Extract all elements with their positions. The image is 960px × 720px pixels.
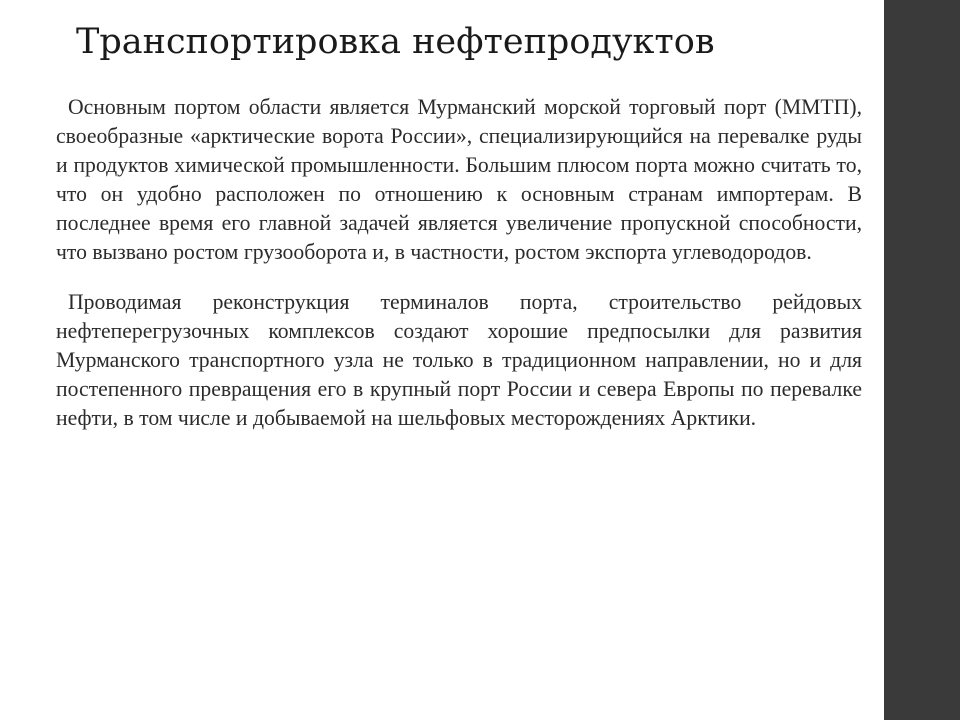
slide-title: Транспортировка нефтепродуктов — [76, 22, 715, 62]
paragraph-reconstruction: Проводимая реконструкция терминалов порта, строительство рейдовых нефтеперегрузочных комплексов создают хорошие предпосылки для развития Мурманского транспортного узла не только в традиционном направлении, но и для постепенного превращения его в крупный порт России и севера Европы по перевалке нефти, в том числе и добываемой на шельфовых месторождениях Арктики. — [56, 289, 862, 430]
paragraph-port-overview: Основным портом области является Мурманский морской торговый порт (ММТП), своеобразные «арктические ворота России», специализирующийся на перевалке руды и продуктов химической промышленности. Большим плюсом порта можно считать то, что он удобно расположен по отношению к основным странам импортерам. В последнее время его главной задачей является увеличение пропускной способности, что вызвано ростом грузооборота и, в частности, ростом экспорта углеводородов. — [56, 95, 862, 265]
slide-body — [56, 93, 862, 453]
right-sidebar-bar — [884, 0, 960, 720]
